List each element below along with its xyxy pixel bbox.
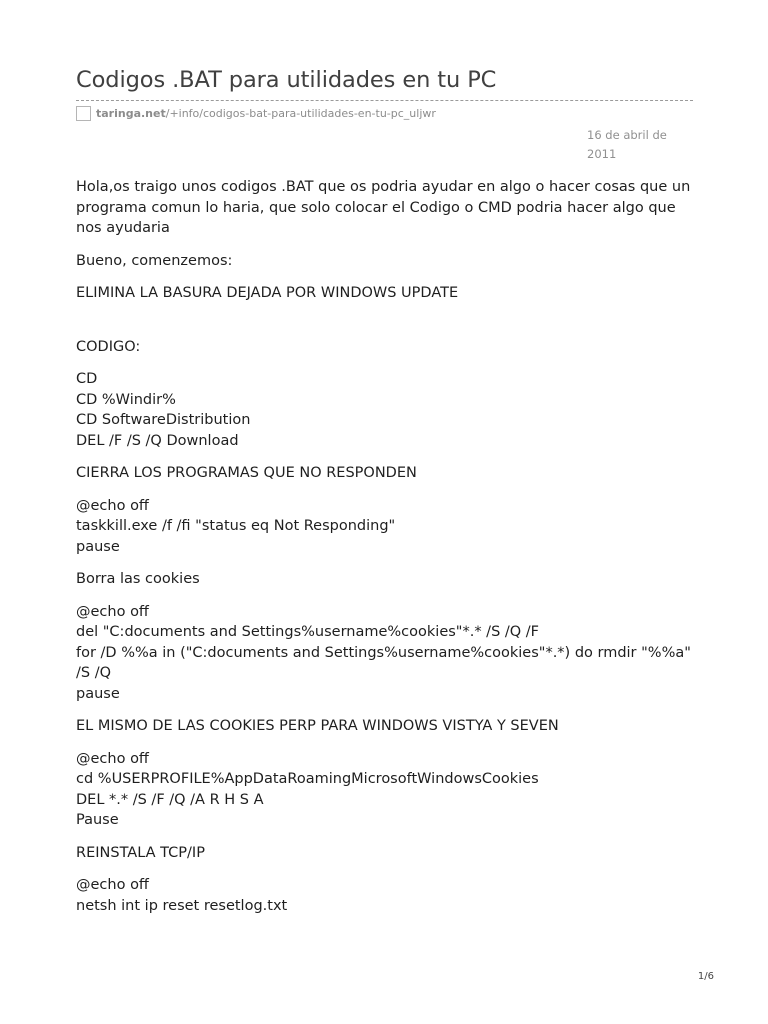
body-paragraph: Hola,os traigo unos codigos .BAT que os podria ayudar en algo o hacer cosas que un programa comun lo haria, que solo colocar el Codigo o CMD podria hacer algo que nos ayudaria xyxy=(76,179,691,236)
article-body xyxy=(76,177,698,916)
title-divider xyxy=(76,100,693,101)
source-domain: taringa.net xyxy=(96,106,166,120)
source-path: /+info/codigos-bat-para-utilidades-en-tu-pc_uljwr xyxy=(165,106,436,120)
body-paragraph: @echo off netsh int ip reset resetlog.txt xyxy=(76,877,288,914)
body-paragraph: CODIGO: xyxy=(76,338,141,355)
body-paragraph: @echo off del "C:documents and Settings%username%cookies"*.* /S /Q /F for /D %%a in ("C:documents and Settings%username%cookies"*.*) do rmdir "%%a" /S /Q pause xyxy=(76,603,691,702)
body-paragraph: REINSTALA TCP/IP xyxy=(76,844,205,861)
body-paragraph: Bueno, comenzemos: xyxy=(76,252,233,269)
body-paragraph: @echo off taskkill.exe /f /fi "status eq Not Responding" pause xyxy=(76,497,396,555)
body-paragraph: EL MISMO DE LAS COOKIES PERP PARA WINDOWS VISTYA Y SEVEN xyxy=(76,718,559,734)
page-number: 1/6 xyxy=(697,971,714,982)
publish-date: 16 de abril de 2011 xyxy=(587,128,667,161)
body-paragraph: @echo off cd %USERPROFILE%AppDataRoamingMicrosoftWindowsCookies DEL *.* /S /F /Q /A R H S A Pause xyxy=(76,750,539,828)
body-paragraph: CIERRA LOS PROGRAMAS QUE NO RESPONDEN xyxy=(76,465,417,481)
source-link[interactable] xyxy=(76,104,436,122)
body-paragraph: Borra las cookies xyxy=(76,571,200,587)
body-paragraph: ELIMINA LA BASURA DEJADA POR WINDOWS UPDATE xyxy=(76,285,459,301)
body-paragraph: CD CD %Windir% CD SoftwareDistribution DEL /F /S /Q Download xyxy=(76,371,251,449)
article-title: Codigos .BAT para utilidades en tu PC xyxy=(76,67,497,93)
site-favicon-icon xyxy=(76,106,91,121)
